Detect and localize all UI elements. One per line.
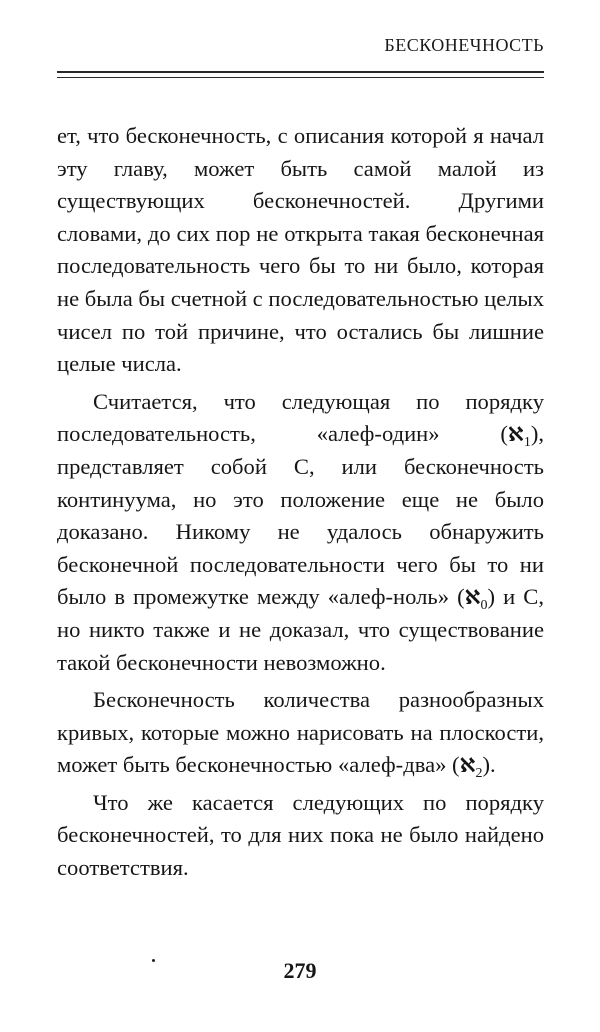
running-header-title: БЕСКОНЕЧНОСТЬ <box>384 35 544 55</box>
aleph-symbol: ℵ <box>507 422 524 447</box>
aleph-subscript: 1 <box>523 435 531 451</box>
aleph-symbol: ℵ <box>459 753 476 778</box>
paragraph-3-part-b: ). <box>482 752 496 778</box>
aleph-symbol: ℵ <box>464 585 481 610</box>
paragraph-4: Что же касается следующих по порядку бесконечностей, то для них пока не было найдено соответствия. <box>57 789 544 881</box>
paragraph-1: ет, что бесконечность, с описания которой я начал эту главу, может быть самой малой из существующих бесконечностей. Другими словами, до сих пор не открыта такая бесконечная последовательность чего бы то ни было, которая не была бы счетной с последовательностью целых чисел по той причине, что остались бы лишние целые числа. <box>57 123 544 377</box>
page-body <box>57 120 544 885</box>
paragraph-3-part-a: Бесконечность количества разнообразных кривых, которые можно нарисовать на плоскости, может быть бесконечностью «алеф-два» ( <box>57 687 544 778</box>
paragraph-3 <box>57 684 544 782</box>
paragraph-2 <box>57 386 544 679</box>
header-rule-thick <box>57 71 544 73</box>
aleph-subscript: 2 <box>475 766 483 782</box>
page-number: 279 <box>283 958 317 983</box>
paragraph-2-part-b: ), представляет собой С, или бесконечность континуума, но это положение еще не было доказано. Никому не удалось обнаружить бесконечной последовательности чего бы то ни было в промежутке между «алеф-ноль» ( <box>57 421 544 610</box>
aleph-subscript: 0 <box>480 598 488 614</box>
paragraph-2-part-a: Считается, что следующая по порядку последовательность, «алеф-один» ( <box>57 388 544 447</box>
paragraph-2-part-c: ) и С, но никто также и не доказал, что существование такой бесконечности невозможно. <box>57 584 544 675</box>
header-rule-thin <box>57 77 544 78</box>
